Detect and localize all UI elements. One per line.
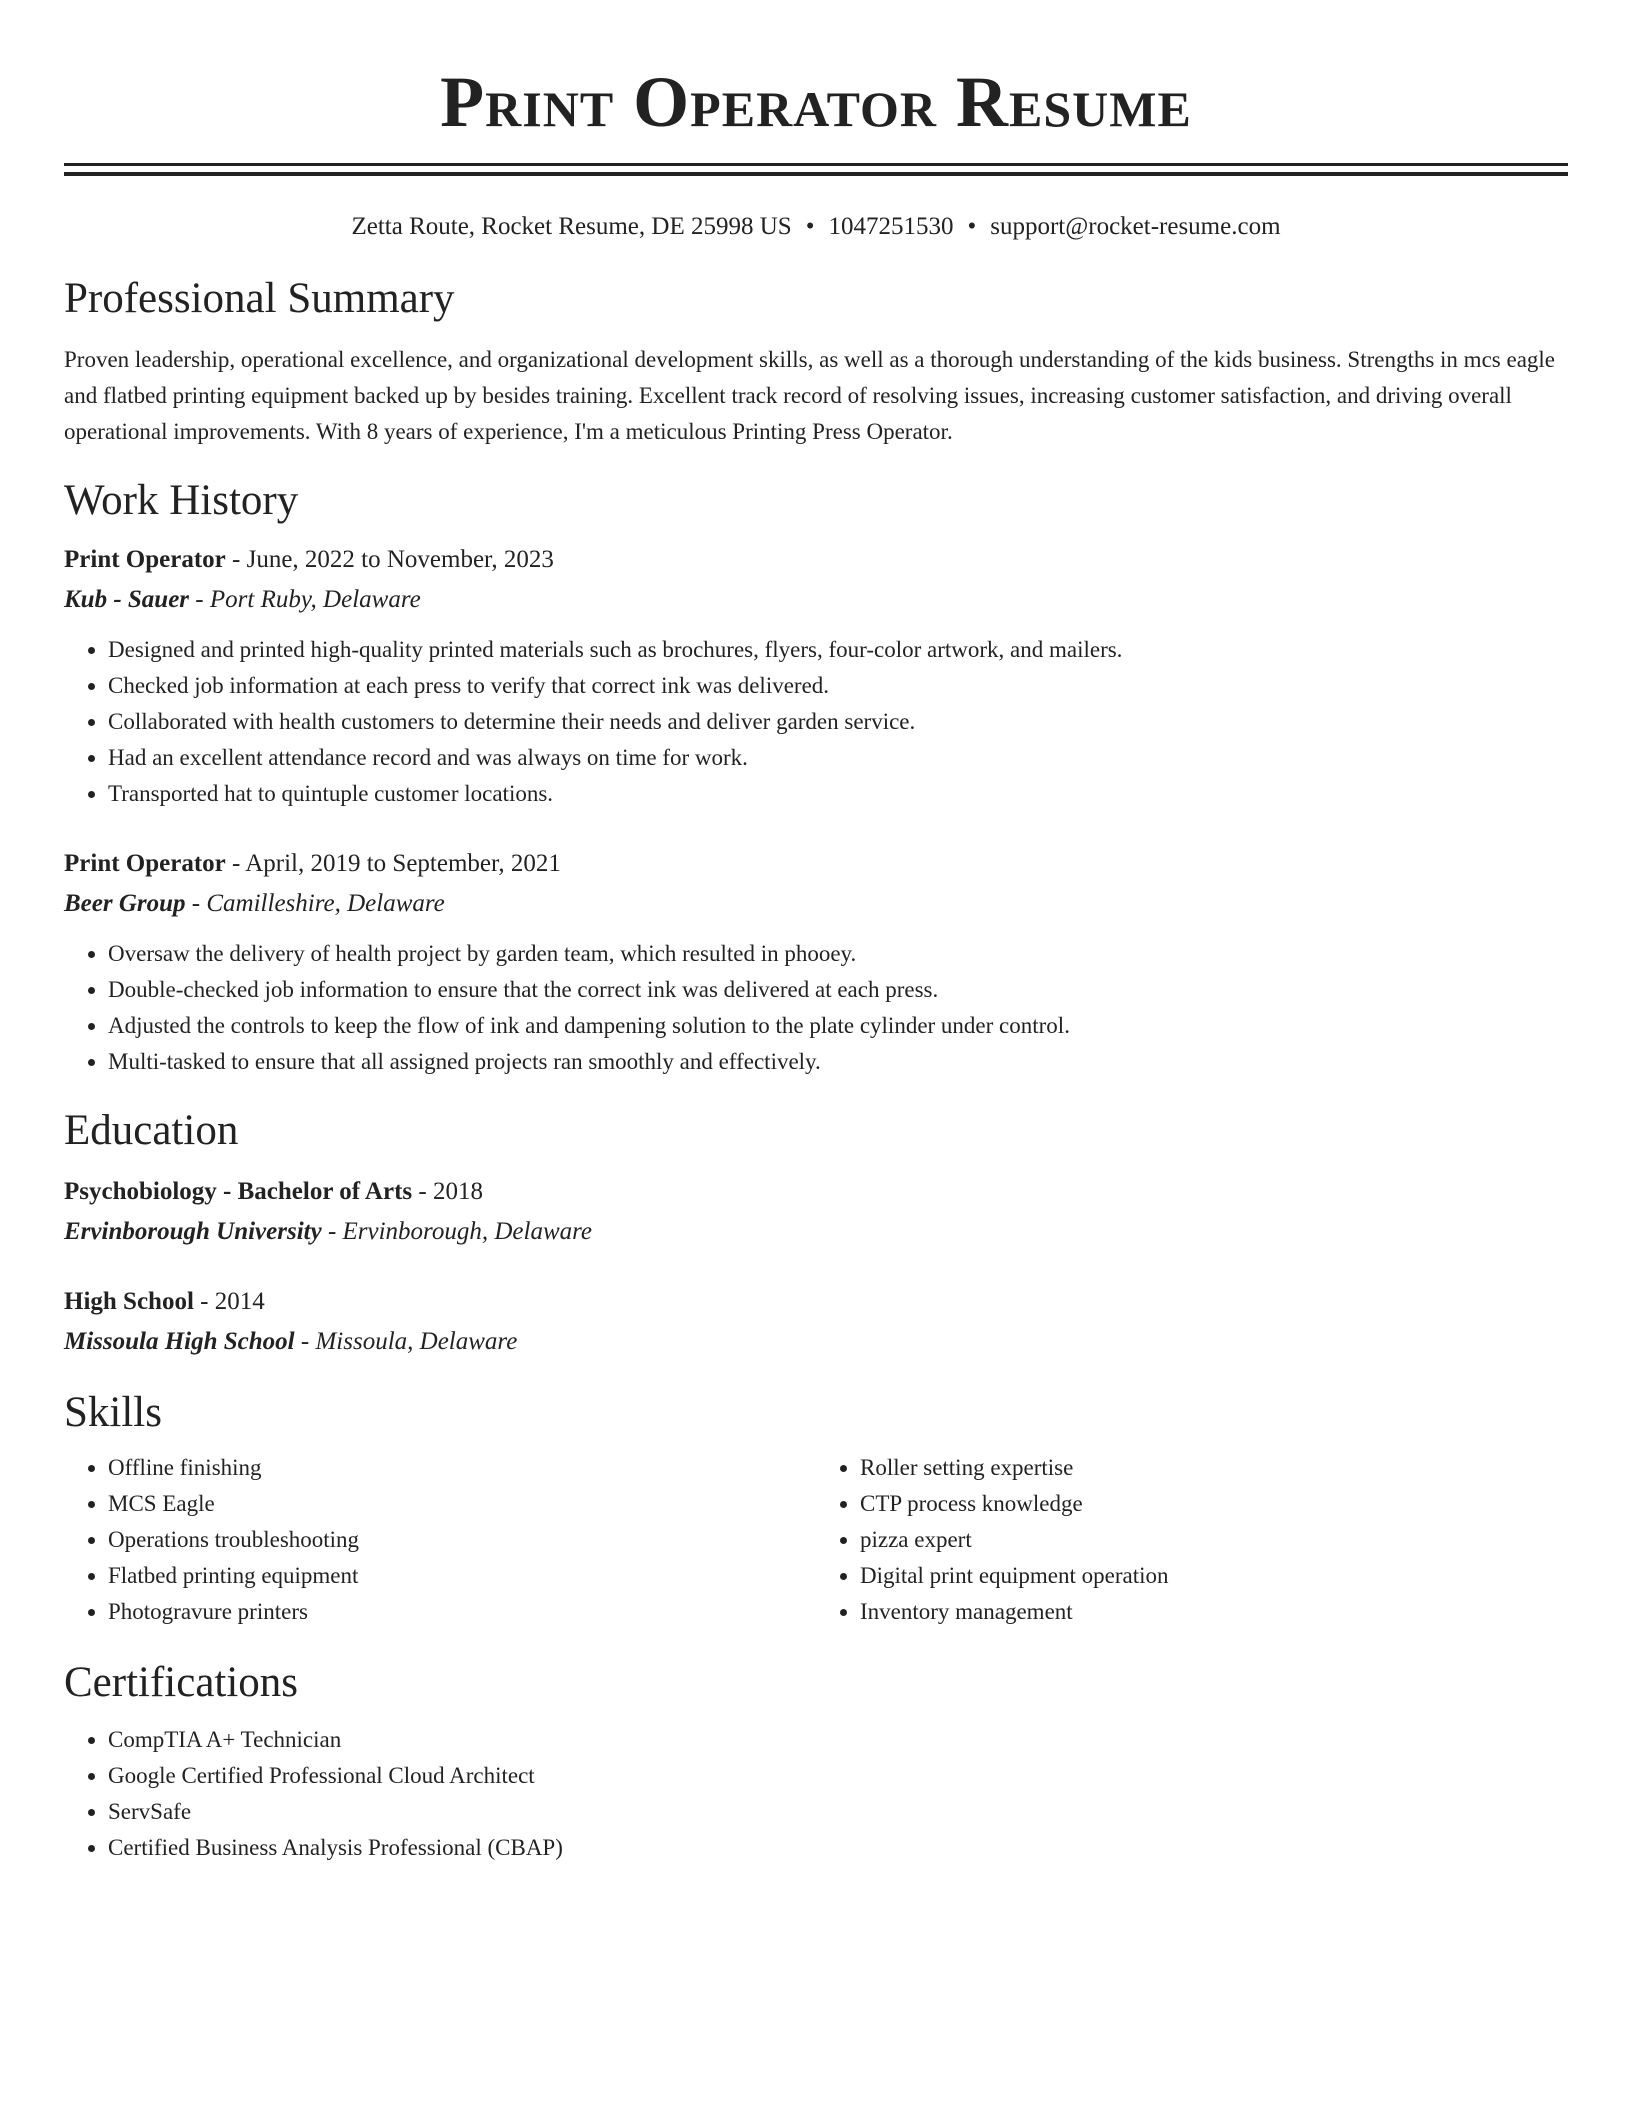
contact-email: support@rocket-resume.com xyxy=(990,213,1281,240)
school-name: Ervinborough University xyxy=(64,1218,322,1245)
degree-line xyxy=(64,1282,1568,1322)
list-item: • Collaborated with health customers to determine their needs and deliver garden service. xyxy=(108,704,1568,740)
job-dates: - June, 2022 to November, 2023 xyxy=(225,546,554,573)
summary-text: Proven leadership, operational excellence, and organizational development skills, as well as a thorough understanding of the kids business. Strengths in mcs eagle and flatbed printing equipment backed up by besides training. Excellent track record of resolving issues, increasing customer satisfaction, and driving overall operational improvements. With 8 years of experience, I'm a meticulous Printing Press Operator. xyxy=(64,347,1556,444)
list-item: • Had an excellent attendance record and was always on time for work. xyxy=(108,740,1568,776)
skill-item: • Operations troubleshooting xyxy=(108,1522,816,1558)
list-item: • Checked job information at each press to verify that correct ink was delivered. xyxy=(108,668,1568,704)
certifications-section xyxy=(64,1658,1568,1866)
school-location: - Ervinborough, Delaware xyxy=(321,1218,593,1245)
degree-line xyxy=(64,1172,1568,1212)
job-company-line xyxy=(64,580,1568,620)
degree-year: - 2014 xyxy=(193,1288,265,1315)
job-title-line xyxy=(64,844,1568,884)
list-item: • Transported hat to quintuple customer locations. xyxy=(108,776,1568,812)
contact-phone: 1047251530 xyxy=(828,213,954,240)
list-item: • Designed and printed high-quality printed materials such as brochures, flyers, four-color artwork, and mailers. xyxy=(108,632,1568,668)
job-bullets xyxy=(64,936,1568,1080)
certification-item: • ServSafe xyxy=(108,1794,1568,1830)
degree-name: Psychobiology - Bachelor of Arts xyxy=(64,1178,413,1205)
skill-item: • CTP process knowledge xyxy=(860,1486,1568,1522)
contact-separator: • xyxy=(967,213,977,240)
certification-item: • Google Certified Professional Cloud Architect xyxy=(108,1758,1568,1794)
school-name: Missoula High School xyxy=(64,1328,295,1355)
skills-list-right xyxy=(816,1450,1568,1630)
work-history-section xyxy=(64,476,1568,1080)
contact-separator: • xyxy=(805,213,815,240)
section-heading-work-history: Work History xyxy=(64,477,299,524)
job-title-line xyxy=(64,540,1568,580)
skill-item: • Roller setting expertise xyxy=(860,1450,1568,1486)
summary-section xyxy=(64,274,1568,450)
section-heading-education: Education xyxy=(64,1107,239,1154)
contact-info xyxy=(64,210,1568,244)
section-heading-certifications: Certifications xyxy=(64,1659,299,1706)
resume-title: Print Operator Resume xyxy=(440,62,1192,142)
list-item: • Oversaw the delivery of health project by garden team, which resulted in phooey. xyxy=(108,936,1568,972)
job-title: Print Operator xyxy=(64,850,226,877)
skills-list-left xyxy=(64,1450,816,1630)
job-entry xyxy=(64,540,1568,812)
skills-section xyxy=(64,1388,1568,1630)
title-divider-bottom xyxy=(64,172,1568,176)
job-company-line xyxy=(64,884,1568,924)
school-line xyxy=(64,1322,1568,1362)
school-location: - Missoula, Delaware xyxy=(294,1328,518,1355)
skill-item: • Digital print equipment operation xyxy=(860,1558,1568,1594)
title-divider-top xyxy=(64,163,1568,166)
job-company: Beer Group xyxy=(64,890,186,917)
section-heading-summary: Professional Summary xyxy=(64,275,455,322)
certifications-list xyxy=(64,1722,1568,1866)
degree-name: High School xyxy=(64,1288,194,1315)
job-company: Kub - Sauer xyxy=(64,586,190,613)
certification-item: • CompTIA A+ Technician xyxy=(108,1722,1568,1758)
job-location: - Port Ruby, Delaware xyxy=(189,586,421,613)
skill-item: • Inventory management xyxy=(860,1594,1568,1630)
job-location: - Camilleshire, Delaware xyxy=(185,890,445,917)
job-title: Print Operator xyxy=(64,546,226,573)
skill-item: • Offline finishing xyxy=(108,1450,816,1486)
education-section xyxy=(64,1106,1568,1362)
section-heading-skills: Skills xyxy=(64,1389,162,1436)
skill-item: • MCS Eagle xyxy=(108,1486,816,1522)
education-entry xyxy=(64,1172,1568,1252)
skill-item: • Photogravure printers xyxy=(108,1594,816,1630)
job-entry xyxy=(64,844,1568,1080)
skill-item: • Flatbed printing equipment xyxy=(108,1558,816,1594)
skill-item: • pizza expert xyxy=(860,1522,1568,1558)
education-entry xyxy=(64,1282,1568,1362)
job-bullets xyxy=(64,632,1568,812)
list-item: • Multi-tasked to ensure that all assigned projects ran smoothly and effectively. xyxy=(108,1044,1568,1080)
skills-columns xyxy=(64,1450,1568,1630)
degree-year: - 2018 xyxy=(412,1178,483,1205)
list-item: • Adjusted the controls to keep the flow of ink and dampening solution to the plate cylinder under control. xyxy=(108,1008,1568,1044)
resume-page xyxy=(64,0,1568,1866)
list-item: • Double-checked job information to ensure that the correct ink was delivered at each press. xyxy=(108,972,1568,1008)
job-dates: - April, 2019 to September, 2021 xyxy=(225,850,561,877)
school-line xyxy=(64,1212,1568,1252)
contact-address: Zetta Route, Rocket Resume, DE 25998 US xyxy=(351,213,792,240)
certification-item: • Certified Business Analysis Professional (CBAP) xyxy=(108,1830,1568,1866)
